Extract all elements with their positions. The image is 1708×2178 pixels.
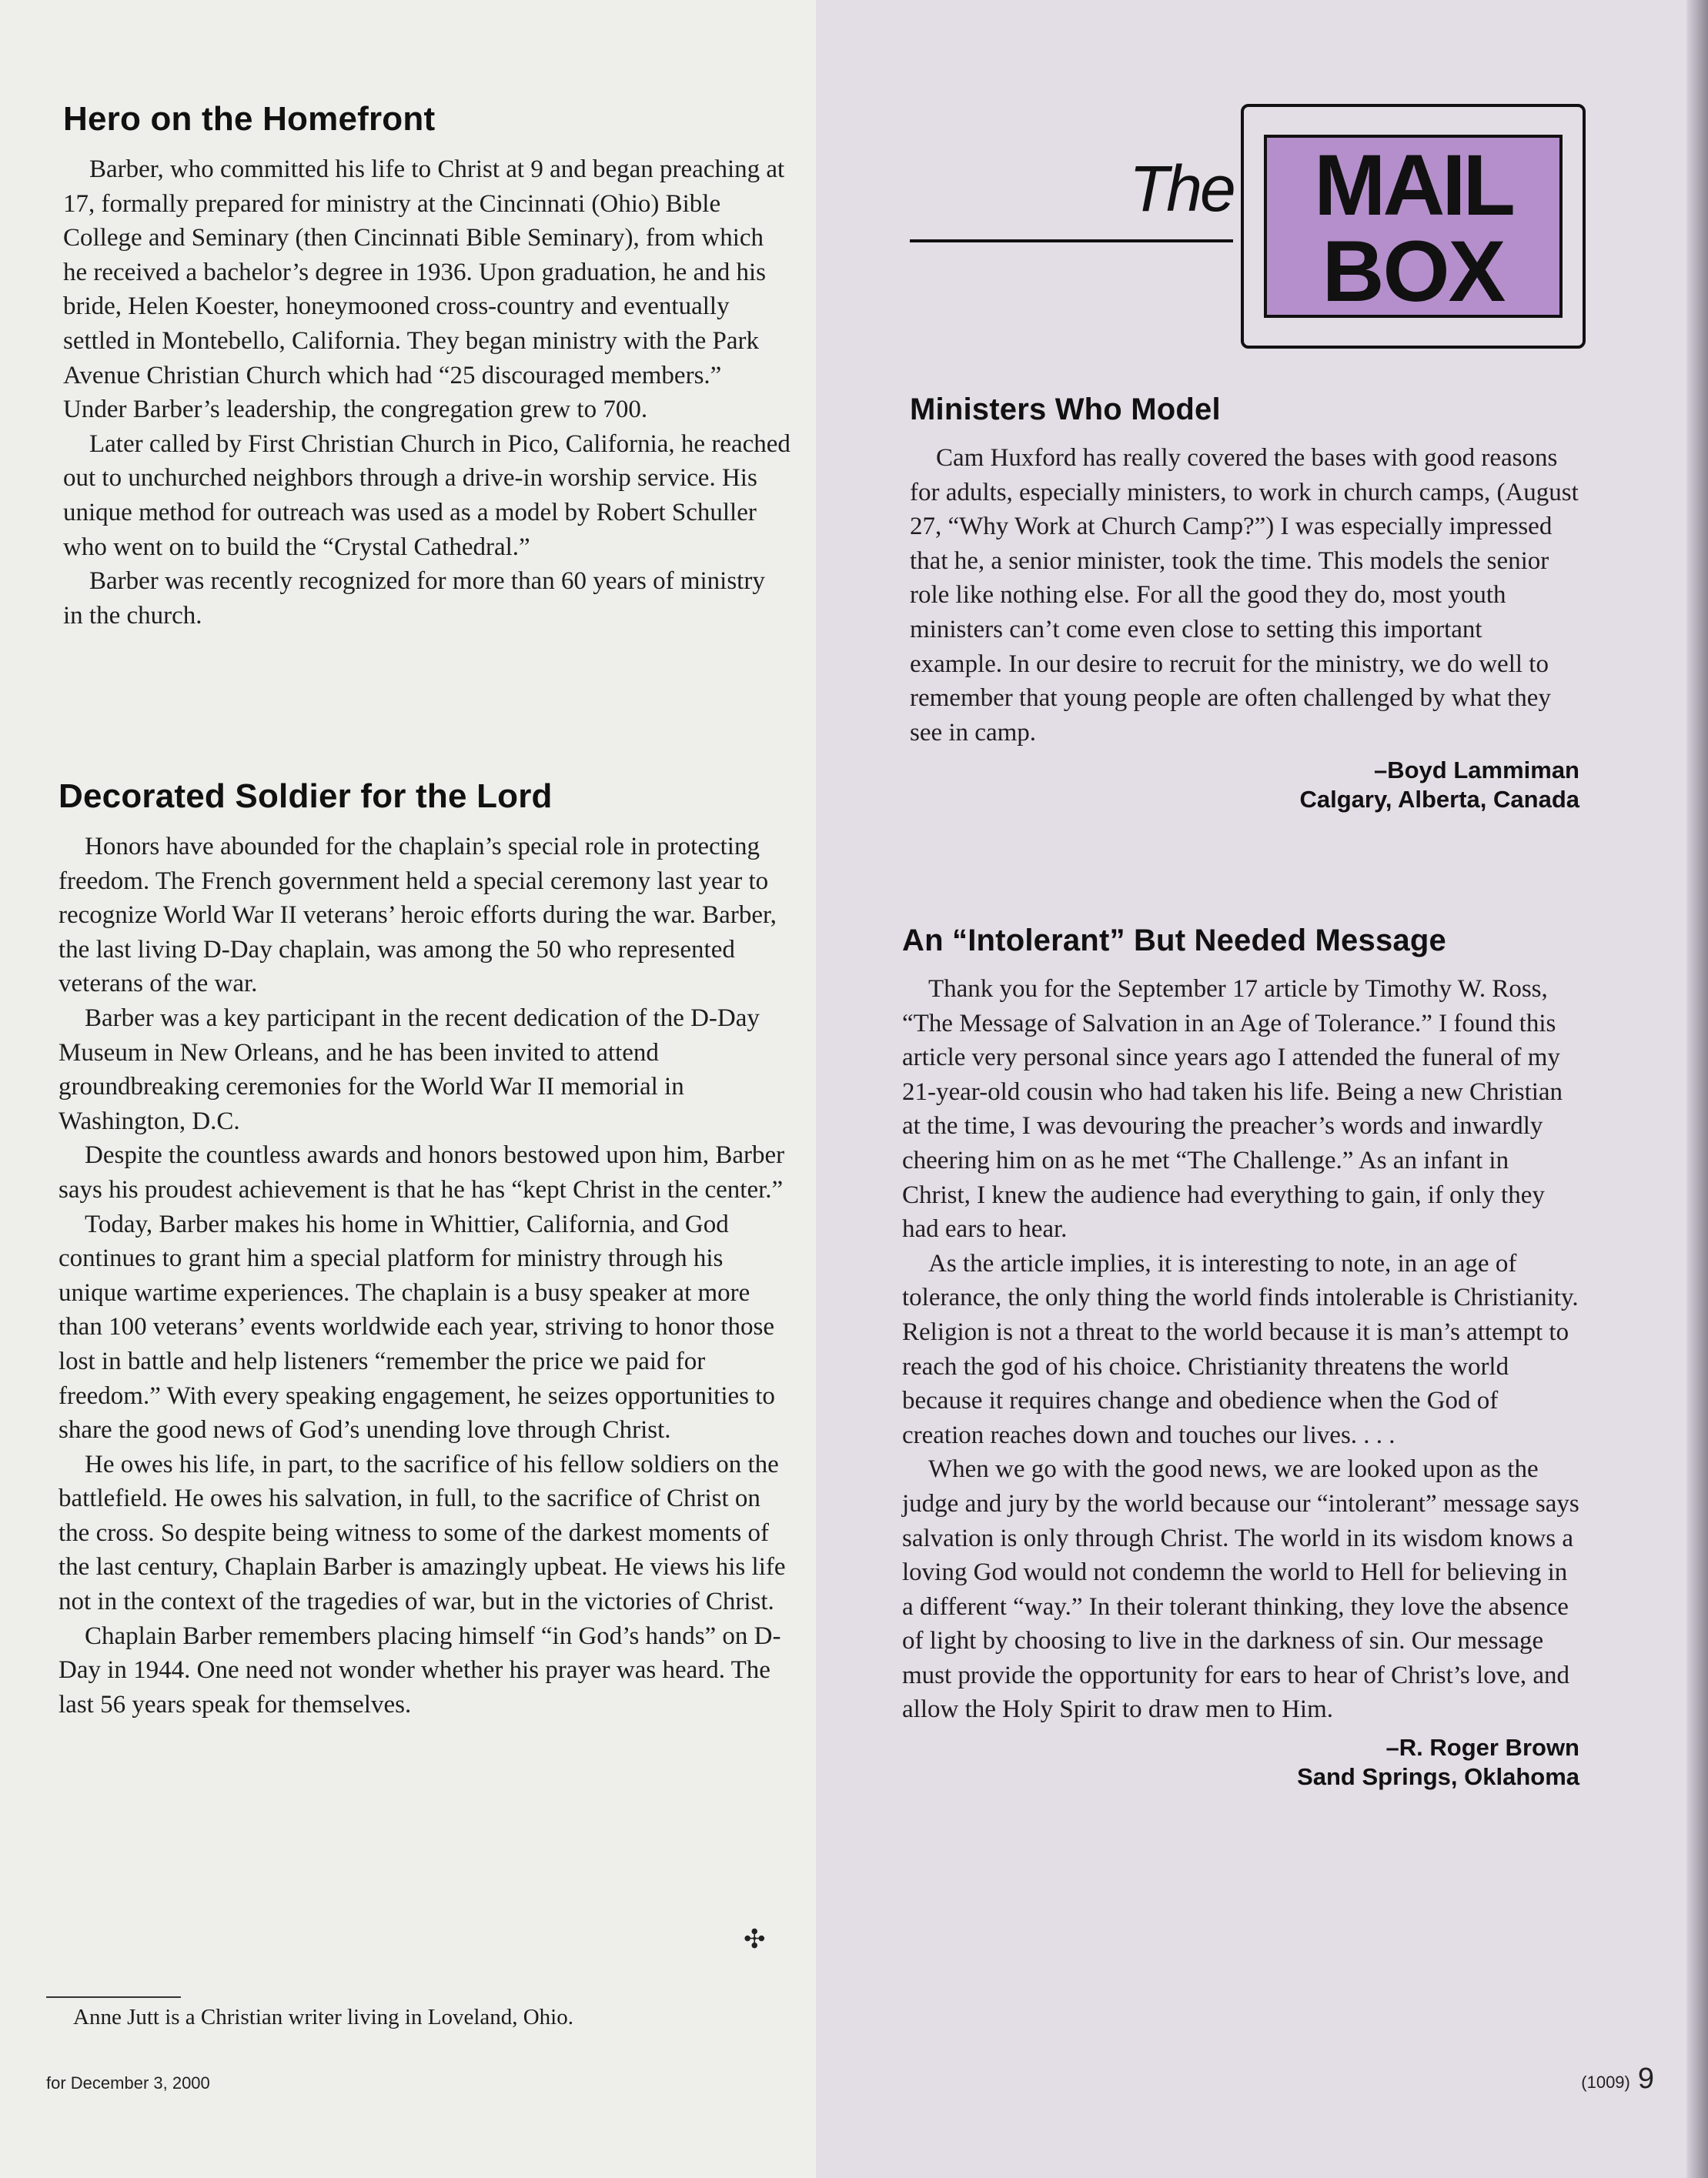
letter-location: Sand Springs, Oklahoma xyxy=(1297,1763,1579,1791)
letter-heading: An “Intolerant” But Needed Message xyxy=(902,924,1446,957)
letter-heading: Ministers Who Model xyxy=(910,393,1221,426)
masthead-mail: MAIL xyxy=(1314,137,1512,233)
paragraph: As the article implies, it is interesting to note, in an age of tolerance, the only thing the world finds intolerable is Christianity. Religion is not a threat to the world because it is man’s attempt to reach the god of his choice. Christianity threatens the world because it requires change and obedience when the God of creation reaches down and touches our lives. . . . xyxy=(902,1249,1579,1449)
end-mark-icon: ✣ xyxy=(744,1926,766,1954)
stamp-panel xyxy=(1264,135,1563,318)
stamp-frame-icon xyxy=(1241,104,1586,349)
letter-author: –R. Roger Brown xyxy=(1385,1734,1579,1762)
paragraph: When we go with the good news, we are looked upon as the judge and jury by the world because our “intolerant” message says salvation is only through Christ. The world in its wisdom knows a loving God would not condemn the world to Hell for believing in a different “way.” In their tolerant thinking, they love the absence of light by choosing to live in the darkness of sin. Our message must provide the opportunity for ears to hear of Christ’s love, and allow the Holy Spirit to draw men to Him. xyxy=(902,1455,1579,1724)
letter-ministers-who-model xyxy=(910,393,1579,814)
page-gutter-shadow xyxy=(1686,0,1708,2178)
paragraph: Cam Huxford has really covered the bases with good reasons for adults, especially ministers, to work in church camps, (August 27, “Why Work at Church Camp?”) I was especially impressed that he, a senior minister, took the time. This models the senior role like nothing else. For all the good they do, most youth ministers can’t come even close to setting this important example. In our desire to recruit for the ministry, we do well to remember that young people are often challenged by what they see in camp. xyxy=(910,444,1579,747)
paragraph: Barber was recently recognized for more than 60 years of ministry in the church. xyxy=(63,567,765,630)
masthead-rule xyxy=(910,239,1233,242)
paragraph: Honors have abounded for the chaplain’s special role in protecting freedom. The French government held a special ceremony last year to recognize World War II veterans’ heroic efforts during the war. Barber, the last living D-Day chaplain, was among the 50 who represented veterans of the war. xyxy=(58,833,777,998)
mailbox-masthead xyxy=(910,104,1579,347)
issue-date-folio: for December 3, 2000 xyxy=(46,2073,210,2093)
folio-code: (1009) xyxy=(1581,2073,1630,2092)
paragraph: Later called by First Christian Church in Pico, California, he reached out to unchurched neighbors through a drive-in worship service. His unique method for outreach was used as a model by Robert Schuller who went on to build the “Crystal Cathedral.” xyxy=(63,429,790,561)
section-heading: Decorated Soldier for the Lord xyxy=(58,777,553,815)
letter-author: –Boyd Lammiman xyxy=(1373,757,1579,784)
section-heading: Hero on the Homefront xyxy=(63,100,436,138)
footnote-divider xyxy=(46,1996,181,1998)
masthead-box: BOX xyxy=(1322,223,1505,319)
masthead-the: The xyxy=(1129,152,1234,225)
letter-intolerant-message xyxy=(902,924,1579,1792)
page-number: 9 xyxy=(1637,2063,1654,2095)
page-number-folio xyxy=(1581,2063,1654,2096)
letter-location: Calgary, Alberta, Canada xyxy=(1299,786,1579,813)
paragraph: He owes his life, in part, to the sacrifice of his fellow soldiers on the battlefield. He owes his salvation, in full, to the sacrifice of Christ on the cross. So despite being witness to some of the darkest moments of the last century, Chaplain Barber is amazingly upbeat. He views his life not in the context of the tragedies of war, but in the victories of Christ. xyxy=(58,1450,786,1616)
paragraph: Barber was a key participant in the recent dedication of the D-Day Museum in New Orleans, and he has been invited to attend groundbreaking ceremonies for the World War II memorial in Washington, D.C. xyxy=(58,1004,760,1135)
paragraph: Despite the countless awards and honors bestowed upon him, Barber says his proudest achievement is that he has “kept Christ in the center.” xyxy=(58,1141,785,1204)
section-decorated-soldier xyxy=(58,777,786,1722)
paragraph: Chaplain Barber remembers placing himself “in God’s hands” on D-Day in 1944. One need not wonder whether his prayer was heard. The last 56 years speak for themselves. xyxy=(58,1622,781,1719)
paragraph: Today, Barber makes his home in Whittier, California, and God continues to grant him a special platform for ministry through his unique wartime experiences. The chaplain is a busy speaker at more than 100 veterans’ events worldwide each year, striving to honor those lost in battle and help listeners “remember the price we paid for freedom.” With every speaking engagement, he seizes opportunities to share the good news of God’s unending love through Christ. xyxy=(58,1210,775,1445)
paragraph: Barber, who committed his life to Christ at 9 and began preaching at 17, formally prepared for ministry at the Cincinnati (Ohio) Bible College and Seminary (then Cincinnati Bible Seminary), from which he received a bachelor’s degree in 1936. Upon graduation, he and his bride, Helen Koester, honeymooned cross-country and eventually settled in Montebello, California. They began ministry with the Park Avenue Christian Church which had “25 discouraged members.” Under Barber’s leadership, the congregation grew to 700. xyxy=(63,155,785,424)
section-hero-on-the-homefront xyxy=(63,100,790,633)
paragraph: Thank you for the September 17 article by Timothy W. Ross, “The Message of Salvation in an Age of Tolerance.” I found this article very personal since years ago I attended the funeral of my 21-year-old cousin who had taken his life. Being a new Christian at the time, I was devouring the preacher’s words and inwardly cheering him on as he met “The Challenge.” As an infant in Christ, I knew the audience had everything to gain, if only they had ears to hear. xyxy=(902,975,1563,1244)
author-footnote: Anne Jutt is a Christian writer living in Loveland, Ohio. xyxy=(73,2005,573,2029)
